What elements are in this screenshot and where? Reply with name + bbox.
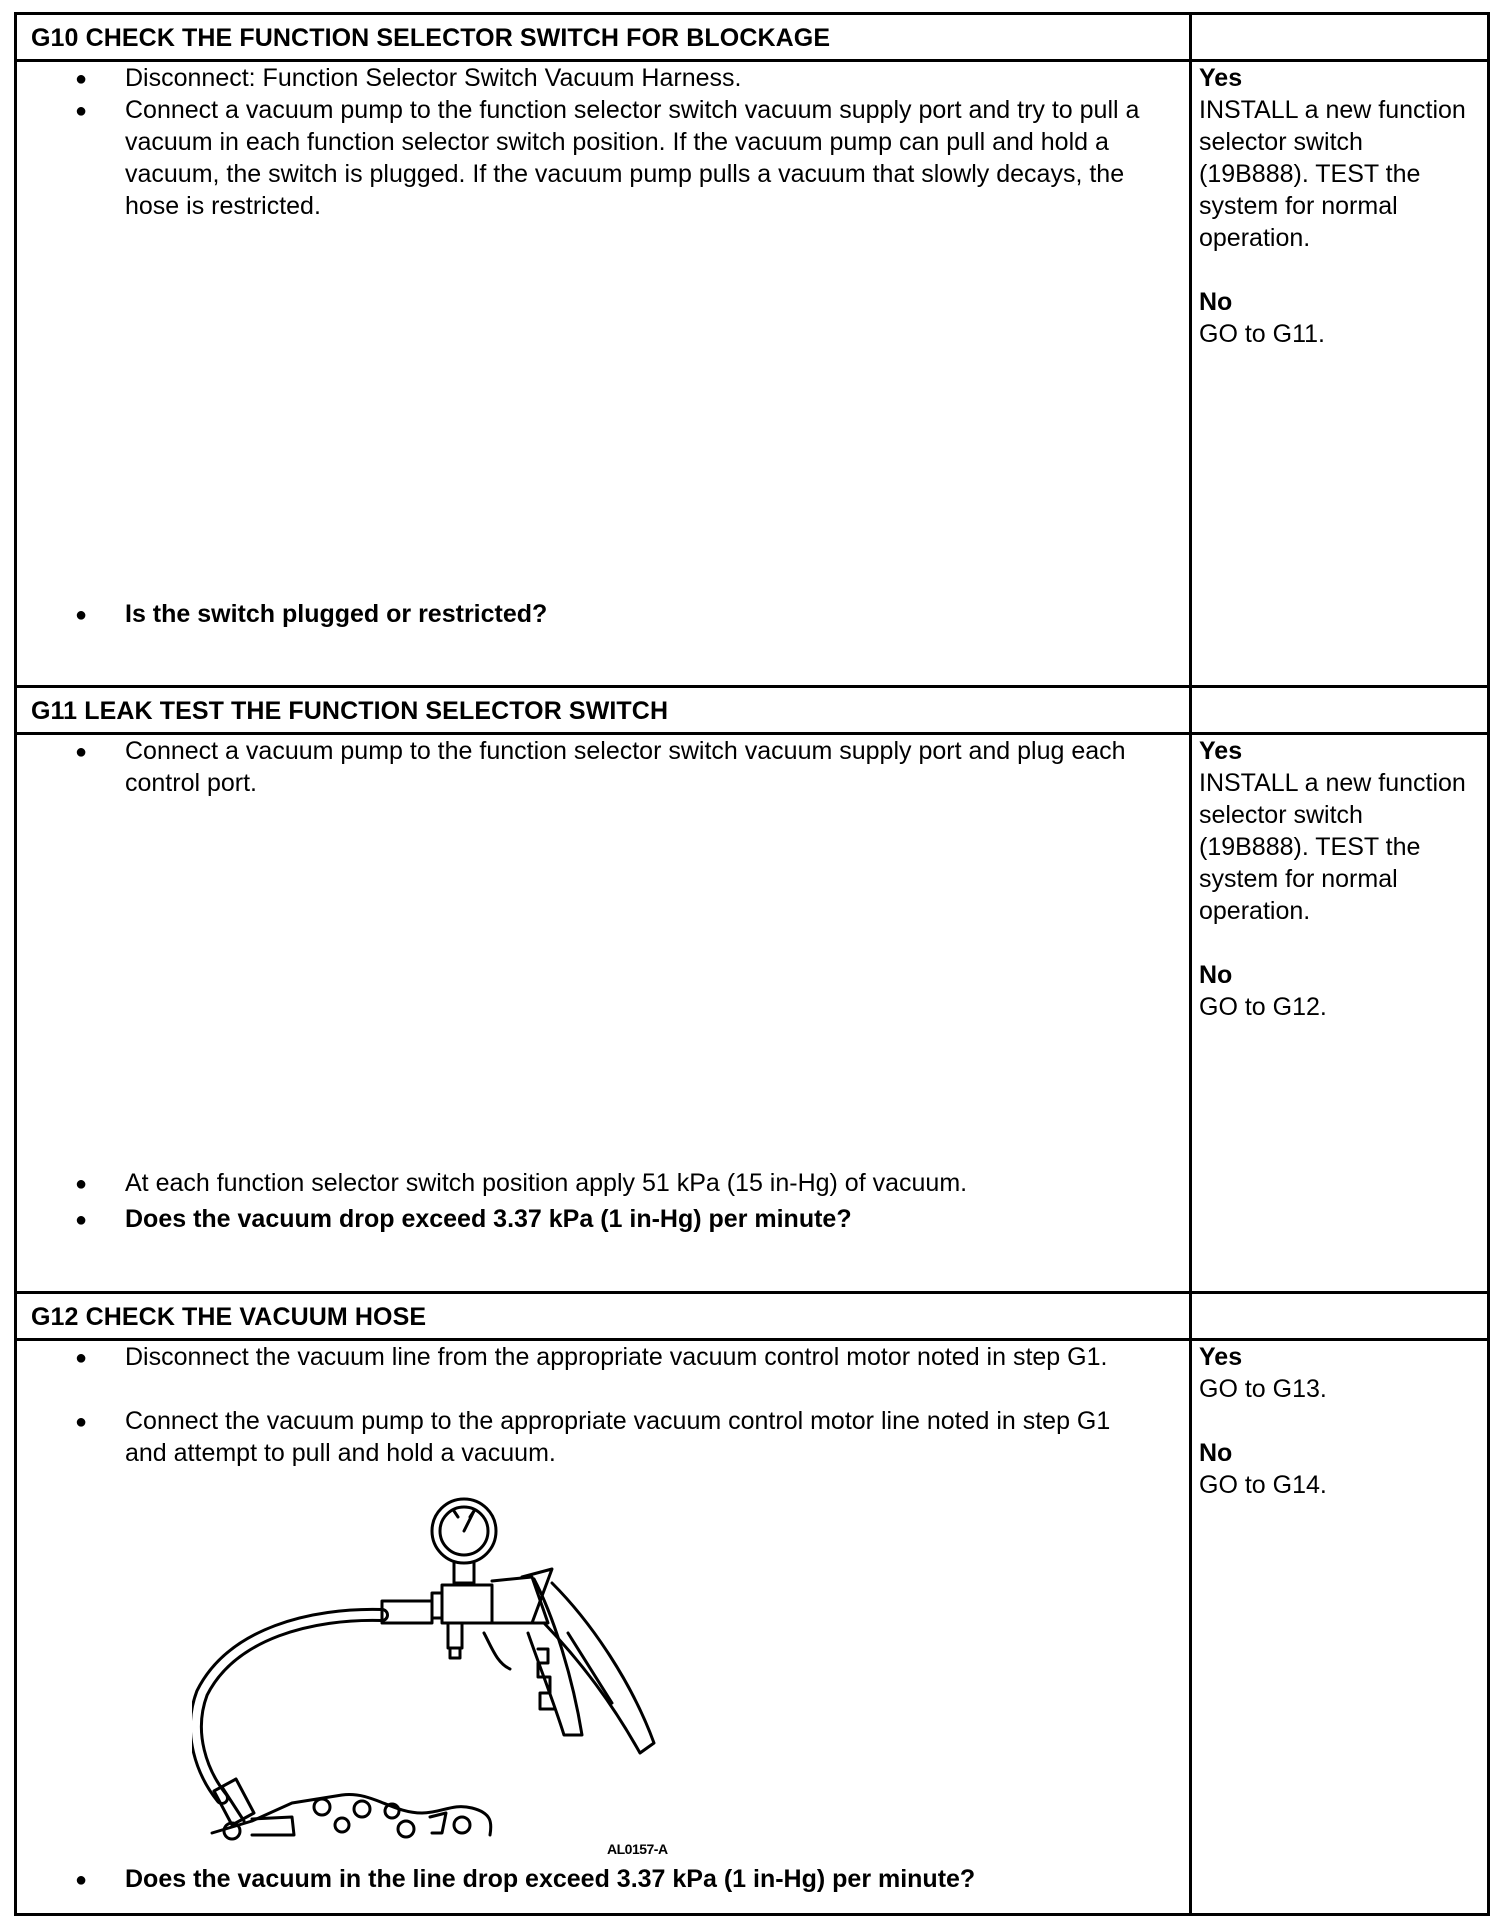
section-body-g10 [17,62,1189,642]
section-title: G11 LEAK TEST THE FUNCTION SELECTOR SWITCH [31,697,669,725]
step-text: Disconnect the vacuum line from the appropriate vacuum control motor noted in step G1. [125,1343,1108,1371]
no-label: No [1199,1439,1233,1467]
yes-label: Yes [1199,64,1243,92]
bullet-icon: ● [75,68,88,90]
bullet-icon: ● [75,100,88,122]
diagnostic-table [14,12,1490,1916]
no-text: GO to G14. [1199,1471,1327,1499]
bullet-icon: ● [75,1869,88,1891]
bullet-icon: ● [75,1173,88,1195]
bullet-icon: ● [75,1209,88,1231]
section-body-g12 [17,1341,1189,1916]
bullet-icon: ● [75,1411,88,1433]
yes-text: INSTALL a new function selector switch (19B888). TEST the system for normal operation. [1199,769,1466,925]
step-text: Disconnect: Function Selector Switch Vacuum Harness. [125,64,742,92]
section-header-g12 [17,1294,1189,1338]
yes-text: INSTALL a new function selector switch (19B888). TEST the system for normal operation. [1199,96,1466,252]
step-text: At each function selector switch position apply 51 kPa (15 in-Hg) of vacuum. [125,1169,968,1197]
step-text: Connect a vacuum pump to the function selector switch vacuum supply port and plug each control port. [125,737,1126,797]
question-text: Does the vacuum drop exceed 3.37 kPa (1 in-Hg) per minute? [125,1205,852,1233]
vacuum-pump-illustration [192,1473,662,1843]
yes-label: Yes [1199,1343,1243,1371]
section-title: G12 CHECK THE VACUUM HOSE [31,1303,427,1331]
section-header-g10 [17,15,1189,59]
section-header-g11 [17,688,1189,732]
question-text: Does the vacuum in the line drop exceed 3.37 kPa (1 in-Hg) per minute? [125,1865,976,1893]
no-label: No [1199,288,1233,316]
section-body-g11 [17,735,1189,1285]
yes-text: GO to G13. [1199,1375,1327,1403]
yes-label: Yes [1199,737,1243,765]
section-title: G10 CHECK THE FUNCTION SELECTOR SWITCH FOR BLOCKAGE [31,24,831,52]
bullet-icon: ● [75,741,88,763]
no-text: GO to G12. [1199,993,1327,1021]
no-label: No [1199,961,1233,989]
step-text: Connect the vacuum pump to the appropriate vacuum control motor line noted in step G1 and attempt to pull and hold a vacuum. [125,1407,1111,1467]
bullet-icon: ● [75,604,88,626]
column-divider [1189,15,1192,1913]
step-text: Connect a vacuum pump to the function selector switch vacuum supply port and try to pull a vacuum in each function selector switch position. If the vacuum pump can pull and hold a vacuum, the switch is plugged. If the vacuum pump pulls a vacuum that slowly decays, the hose is restricted. [125,96,1140,220]
no-text: GO to G11. [1199,320,1325,348]
bullet-icon: ● [75,1347,88,1369]
question-text: Is the switch plugged or restricted? [125,600,548,628]
figure-caption: AL0157-A [607,1841,668,1857]
